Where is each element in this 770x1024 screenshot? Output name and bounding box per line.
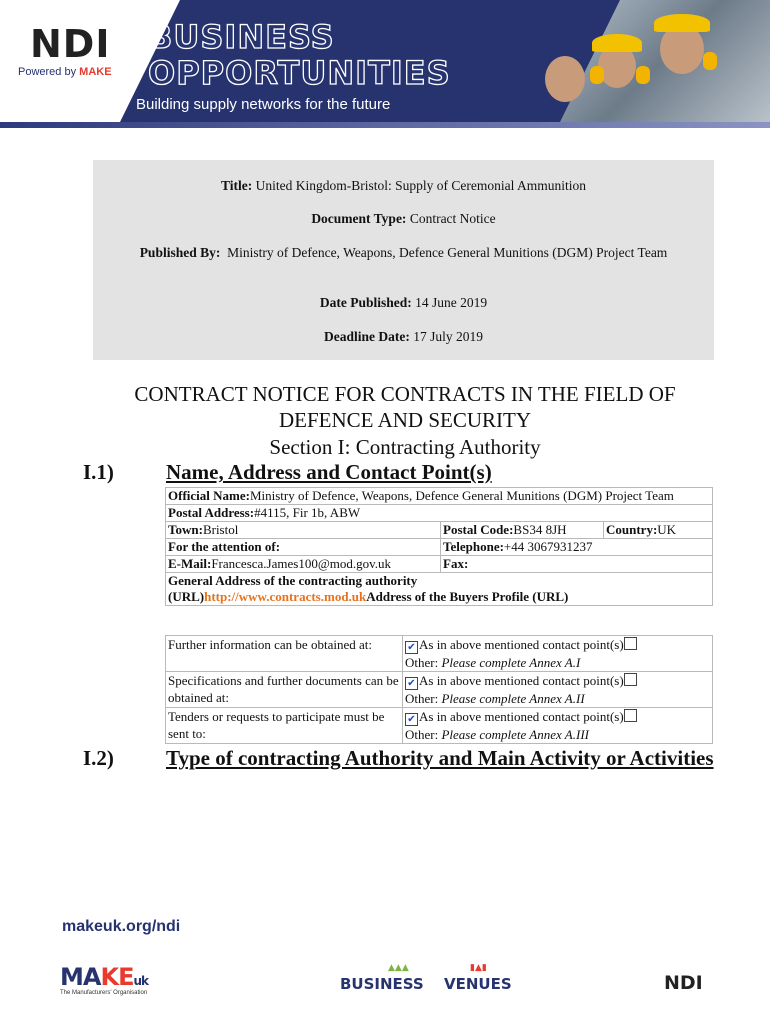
business-logo-mark-icon: ▲▲▲ <box>388 963 409 973</box>
table-row <box>166 522 713 539</box>
checked-checkbox-icon[interactable]: ✔ <box>405 713 418 726</box>
general-address-cell: General Address of the contracting authority (URL)http://www.contracts.mod.ukAddress of the Buyers Profile (URL) <box>166 573 713 606</box>
unchecked-checkbox-icon[interactable] <box>624 673 637 686</box>
notice-summary <box>93 160 714 360</box>
business-logo: BUSINESS <box>340 975 424 993</box>
official-name-cell: Official Name:Ministry of Defence, Weapons, Defence General Munitions (DGM) Project Team <box>166 488 713 505</box>
info-label: Further information can be obtained at: <box>166 636 403 672</box>
hard-hat-icon <box>654 14 710 32</box>
section-number: I.2) <box>83 746 114 770</box>
notice-heading: DEFENCE AND SECURITY <box>278 408 531 432</box>
section-heading: Section I: Contracting Authority <box>269 435 541 459</box>
ndi-footer-logo: NDI <box>664 972 703 994</box>
postal-code-cell: Postal Code:BS34 8JH <box>441 522 604 539</box>
header-banner <box>0 0 770 128</box>
make-uk-subtitle: The Manufacturers' Organisation <box>60 990 148 996</box>
venues-logo-mark-icon: ▮▲▮ <box>470 963 487 973</box>
information-table <box>165 635 713 744</box>
powered-by-text: Powered by MAKE <box>18 66 112 78</box>
ndi-logo: NDI <box>30 22 111 66</box>
venues-logo: VENUES <box>444 975 512 993</box>
table-row <box>166 636 713 672</box>
table-row <box>166 539 713 556</box>
summary-title: Title: United Kingdom-Bristol: Supply of Ceremonial Ammunition <box>221 178 586 193</box>
info-options: ✔ As in above mentioned contact point(s) Other: Please complete Annex A.III <box>403 708 713 744</box>
info-label: Tenders or requests to participate must be sent to: <box>166 708 403 744</box>
unchecked-checkbox-icon[interactable] <box>624 637 637 650</box>
town-cell: Town:Bristol <box>166 522 441 539</box>
section-number: I.1) <box>83 460 114 484</box>
summary-published-by: Published By: Ministry of Defence, Weapons, Defence General Munitions (DGM) Project Team <box>139 245 668 260</box>
section-title: Name, Address and Contact Point(s) <box>166 460 492 484</box>
summary-deadline-date: Deadline Date: 17 July 2019 <box>324 329 483 344</box>
footer-url-link[interactable]: makeuk.org/ndi <box>62 918 181 935</box>
table-row <box>166 708 713 744</box>
email-link[interactable]: Francesca.James100@mod.gov.uk <box>211 556 392 571</box>
table-row <box>166 505 713 522</box>
make-brand: MAKE <box>79 66 112 78</box>
contact-table <box>165 487 713 606</box>
checked-checkbox-icon[interactable]: ✔ <box>405 641 418 654</box>
ear-defender-icon <box>590 66 604 84</box>
info-options: ✔ As in above mentioned contact point(s) Other: Please complete Annex A.I <box>403 636 713 672</box>
info-label: Specifications and further documents can be obtained at: <box>166 672 403 708</box>
banner-headline: BUSINESS <box>148 18 335 56</box>
hard-hat-icon <box>592 34 642 52</box>
telephone-cell: Telephone:+44 3067931237 <box>441 539 713 556</box>
unchecked-checkbox-icon[interactable] <box>624 709 637 722</box>
table-row <box>166 672 713 708</box>
banner-underline <box>0 122 770 128</box>
contracts-url-link[interactable]: http://www.contracts.mod.uk <box>204 589 367 604</box>
postal-address-cell: Postal Address:#4115, Fir 1b, ABW <box>166 505 713 522</box>
country-cell: Country:UK <box>604 522 713 539</box>
fax-cell: Fax: <box>441 556 713 573</box>
banner-headline: OPPORTUNITIES <box>148 54 451 92</box>
ear-defender-icon <box>703 52 717 70</box>
summary-date-published: Date Published: 14 June 2019 <box>319 295 488 310</box>
table-row <box>166 573 713 606</box>
checked-checkbox-icon[interactable]: ✔ <box>405 677 418 690</box>
summary-document-type: Document Type: Contract Notice <box>311 211 496 226</box>
notice-heading: CONTRACT NOTICE FOR CONTRACTS IN THE FIELD OF <box>134 382 676 406</box>
ear-defender-icon <box>636 66 650 84</box>
banner-tagline: Building supply networks for the future <box>136 96 391 113</box>
worker-figure <box>545 56 585 102</box>
make-uk-logo: MAKEuk <box>60 963 148 991</box>
info-options: ✔ As in above mentioned contact point(s) Other: Please complete Annex A.II <box>403 672 713 708</box>
attention-cell: For the attention of: <box>166 539 441 556</box>
section-title: Type of contracting Authority and Main Activity or Activities <box>166 746 714 770</box>
table-row <box>166 488 713 505</box>
table-row <box>166 556 713 573</box>
email-cell: E-Mail:Francesca.James100@mod.gov.uk <box>166 556 441 573</box>
